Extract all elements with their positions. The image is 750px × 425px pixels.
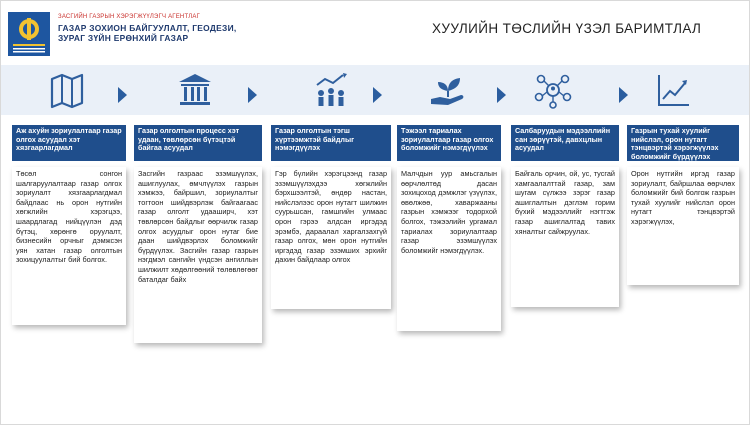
chevron-right-icon <box>118 87 127 103</box>
column-text: Малчдын уур амьсгалын өөрчлөлтөд дасан зохицоход дэмжлэг үзүүлэх, өвөлжөө, хаваржааны газрын хэмжээг тодорхой болгох, тэжээлийн ургамал тариалах зориулалтаар газар эзэмшүүлэх боломжийг нэмэгдүүлэх. <box>397 167 501 331</box>
column-text: Орон нутгийн иргэд газар зориулалт, байршлаа өөрчлөх боломжийг бий болгож газрын тухай хуулийг нийслэл орон нутагт тэнцвэртэй хэрэгжүүлэх, <box>627 167 739 285</box>
growth-chart-icon <box>653 71 693 109</box>
chevron-right-icon <box>373 87 382 103</box>
agency-type-label: ЗАСГИЙН ГАЗРЫН ХЭРЭГЖҮҮЛЭГЧ АГЕНТЛАГ <box>58 14 200 20</box>
column-heading: Аж ахуйн зориулалтаар газар олгох асуудал хэт хязгаарлагдмал <box>12 125 126 161</box>
column-text: Засгийн газраас эзэмшүүлэх, ашиглуулах, өмчлүүлэх газрын хэмжээ, байршил, зориулалтыг тогтоон шийдвэрлэж байгаагаас газар олголт удааширч, хэт төвлөрсөн байдлыг өөрчилж газар олгох асуудлыг орон нутаг бие даан шийдвэрлэх боломжийг бүрдүүлэх. Засгийн газар газрын нэгдмэл сангийн үндсэн ангиллын шилжилт хөдөлгөөний төлөвлөгөөг баталдаг байх <box>134 167 262 343</box>
column-heading: Газрын тухай хуулийг нийслэл, орон нутагт тэнцвэртэй хэрэгжүүлэх боломжийг бүрдүүлэх <box>627 125 739 161</box>
equal-access-people-icon <box>311 71 351 109</box>
plant-hand-icon <box>428 71 468 109</box>
government-building-icon <box>175 71 215 109</box>
column-text: Төсөл сонгон шалгаруулалтаар газар олгох зориулалт хязгаарлагдмал байдлаас нь орон нутгийн хөгжлийн хэрэгцээ, шаардлагад нийцүүлэн дэд бүтэц, хөрөнгө оруулалт, бизнесийн орчныг дэмжсэн уян хатан газар олголтын зохицуулалтыг бий болгох. <box>12 167 126 325</box>
chevron-right-icon <box>619 87 628 103</box>
agency-name: ГАЗАР ЗОХИОН БАЙГУУЛАЛТ, ГЕОДЕЗИ, ЗУРАГ ЗҮЙН ЕРӨНХИЙ ГАЗАР <box>58 23 237 43</box>
chevron-right-icon <box>248 87 257 103</box>
mongolia-emblem-logo <box>8 12 50 56</box>
column-text: Гэр бүлийн хэрэгцээнд газар эзэмшүүлэхдээ хөгжлийн бэрхшээлтэй, өндөр настан, нийслэлээс орон нутагт шилжин суурьшсан, гамшгийн улмаас орон гэрээ алдсан иргэдэд эрэмбэ, дараалал харгалзахгүй газар олгох, мөн орон нутгийн иргэдэд газар эзэмших эрхийг дахин байдлаар олгох <box>271 167 391 309</box>
column-heading: Салбаруудын мэдээллийн сан зөрүүтэй, давхцлын асуудал <box>511 125 619 161</box>
page-title: ХУУЛИЙН ТӨСЛИЙН ҮЗЭЛ БАРИМТЛАЛ <box>432 21 702 36</box>
chevron-right-icon <box>497 87 506 103</box>
column-heading: Газар олголтын процесс хэт удаан, төвлөрсөн бүтэцтэй байгаа асуудал <box>134 125 262 161</box>
column-heading: Газар олголтын тэгш хүртээмжтэй байдлыг нэмэгдүүлэх <box>271 125 391 161</box>
map-icon <box>47 71 87 109</box>
column-heading: Тэжээл тариалах зориулалтаар газар олгох боломжийг нэмэгдүүлэх <box>397 125 501 161</box>
column-text: Байгаль орчин, ой, ус, тусгай хамгаалалттай газар, зам шугам сүлжээ зэрэг газар ашиглалтын дэглэм горим бүхий мэдээллийг нэгтгэж газар ашиглалтад тавих хяналтыг сайжруулах. <box>511 167 619 307</box>
network-people-icon <box>533 71 573 109</box>
